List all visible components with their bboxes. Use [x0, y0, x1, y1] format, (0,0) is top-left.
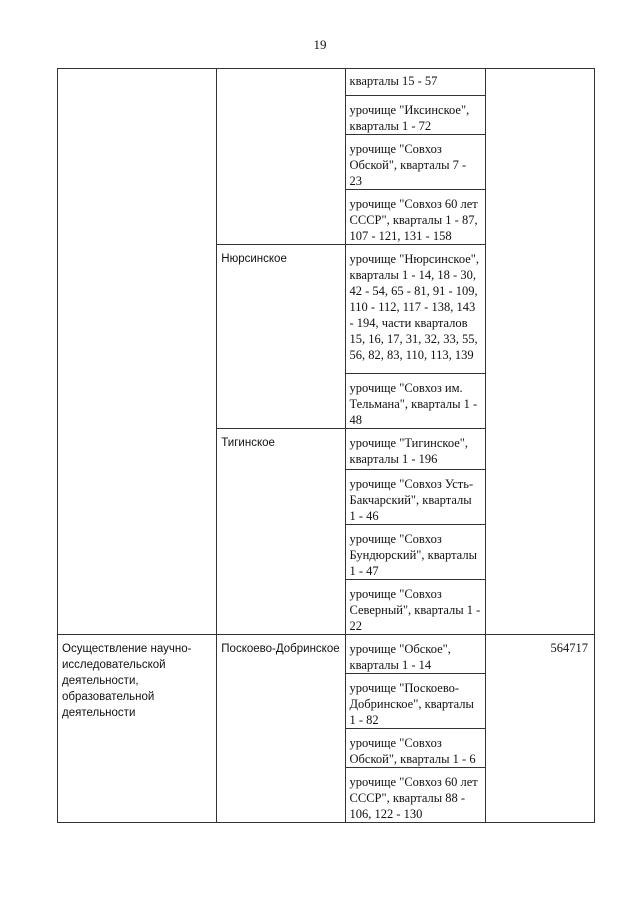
forestry-name: Поскоево-Добринское [217, 635, 345, 823]
tract-item: урочище "Совхоз Усть-Бакчарский", кварталы 1 - 46 [346, 469, 485, 524]
table-row [58, 69, 595, 190]
forestry-cell [217, 69, 345, 245]
table-row [58, 635, 595, 823]
area-value: 564717 [485, 635, 594, 823]
tract-item: урочище "Совхоз Северный", кварталы 1 - 22 [346, 579, 485, 634]
page-number: 19 [313, 37, 327, 52]
tract-item: урочище "Нюрсинское", кварталы 1 - 14, 18 - 30, 42 - 54, 65 - 81, 91 - 109, 110 - 112, 117 - 138, 143 - 194, части кварталов 15, 16, 17, 31, 32, 33, 55, 56, 82, 83, 110, 113, 139 [349, 252, 480, 362]
purpose-cell [58, 69, 217, 635]
tract-cell [345, 69, 485, 190]
tract-cell [345, 190, 485, 245]
tract-item: кварталы 15 - 57 [349, 74, 438, 88]
tract-item: урочище "Совхоз Бундюрский", кварталы 1 - 47 [346, 524, 485, 579]
forestry-name: Тигинское [217, 429, 345, 635]
tract-item: урочище "Совхоз 60 лет СССР", кварталы 88 - 106, 122 - 130 [346, 767, 485, 822]
area-cell [485, 69, 594, 635]
tract-item: урочище "Тигинское", кварталы 1 - 196 [349, 436, 469, 466]
tract-cell [345, 245, 485, 429]
tract-cell [345, 429, 485, 635]
forestry-name: Нюрсинское [217, 245, 345, 429]
purpose-text: Осуществление научно-исследовательской деятельности, образовательной деятельности [58, 635, 217, 823]
tract-item: урочище "Совхоз им. Тельмана", кварталы 1 - 48 [346, 373, 485, 428]
tract-item: урочище "Совхоз Обской", кварталы 1 - 6 [346, 728, 485, 767]
tract-item: урочище "Иксинское", кварталы 1 - 72 [346, 95, 485, 134]
tract-item: урочище "Совхоз Обской", кварталы 7 - 23 [346, 134, 485, 189]
forest-use-table [57, 68, 595, 823]
tract-item: урочище "Поскоево-Добринское", кварталы 1 - 82 [346, 673, 485, 728]
tract-item: урочище "Совхоз 60 лет СССР", кварталы 1 - 87, 107 - 121, 131 - 158 [349, 197, 478, 243]
tract-cell [345, 635, 485, 823]
tract-item: урочище "Обское", кварталы 1 - 14 [349, 642, 451, 672]
